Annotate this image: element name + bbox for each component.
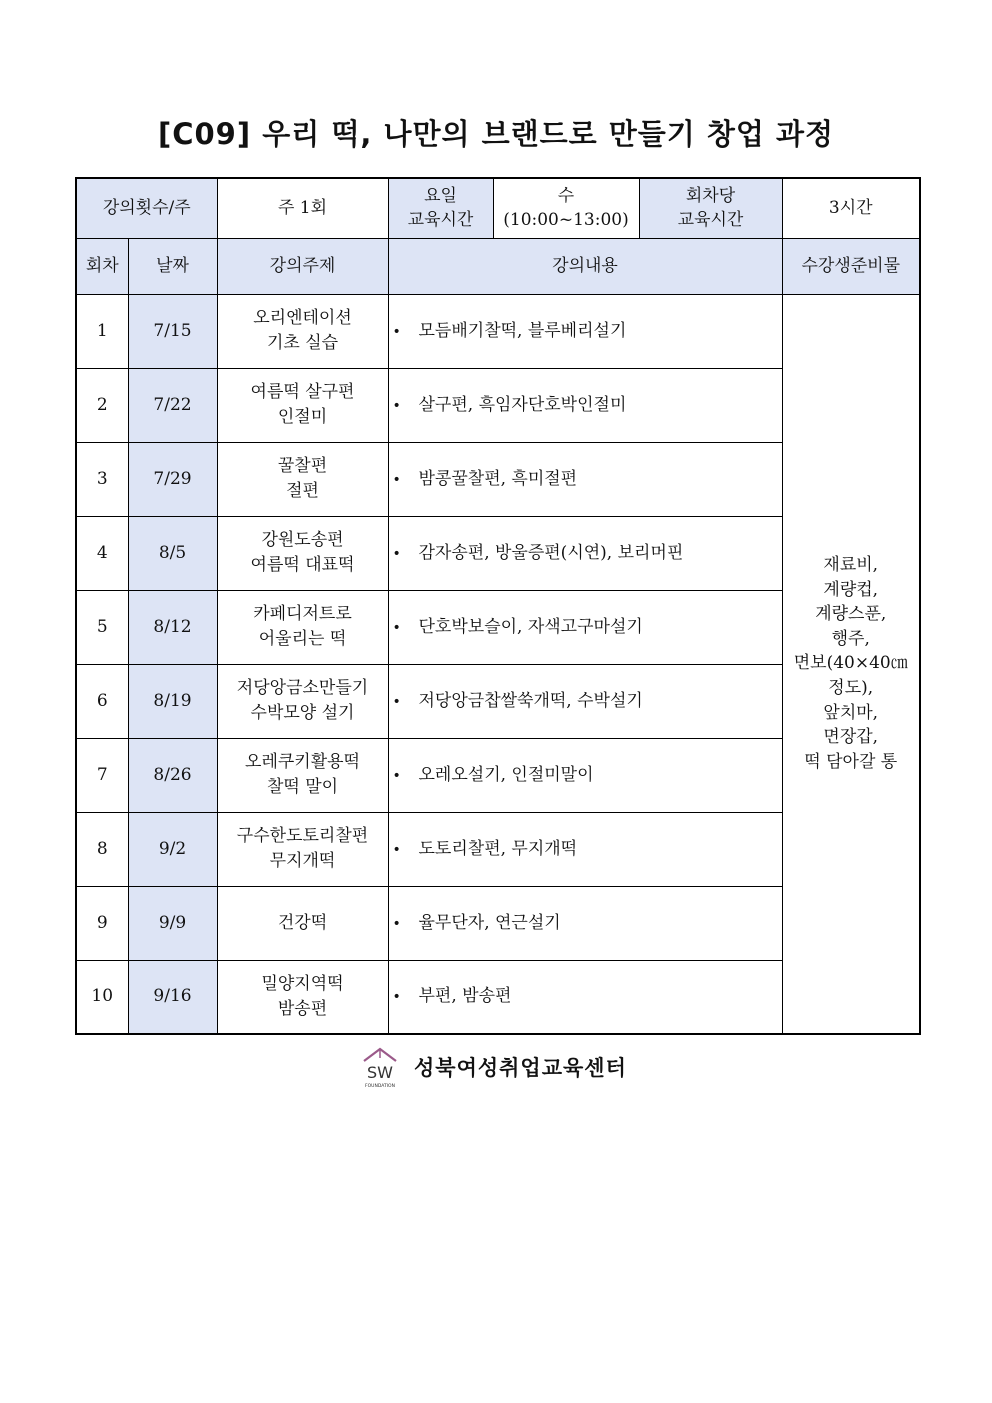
schedule-table <box>75 177 921 1035</box>
session-content: • 살구편, 흑임자단호박인절미 <box>388 368 782 442</box>
sessions-value: 주 1회 <box>217 178 388 238</box>
bullet-icon: • <box>392 767 401 784</box>
header-row <box>76 238 920 294</box>
session-date: 7/15 <box>128 294 217 368</box>
material-item: 계량스푼, <box>815 604 887 625</box>
session-date: 7/29 <box>128 442 217 516</box>
footer <box>358 1045 627 1089</box>
session-number: 7 <box>76 738 128 812</box>
material-item: 재료비, <box>823 554 879 575</box>
session-topic: 여름떡 살구편 인절미 <box>217 368 388 442</box>
session-date: 7/22 <box>128 368 217 442</box>
session-number: 1 <box>76 294 128 368</box>
session-content: • 율무단자, 연근설기 <box>388 886 782 960</box>
session-content: • 부편, 밤송편 <box>388 960 782 1034</box>
session-content: • 밤콩꿀찰편, 흑미절편 <box>388 442 782 516</box>
session-date: 9/2 <box>128 812 217 886</box>
bullet-icon: • <box>392 471 401 488</box>
session-topic: 오리엔테이션 기초 실습 <box>217 294 388 368</box>
session-content: • 단호박보슬이, 자색고구마설기 <box>388 590 782 664</box>
session-date: 8/19 <box>128 664 217 738</box>
session-content: • 오레오설기, 인절미말이 <box>388 738 782 812</box>
session-content: • 모듬배기찰떡, 블루베리설기 <box>388 294 782 368</box>
bullet-icon: • <box>392 545 401 562</box>
session-number: 5 <box>76 590 128 664</box>
header-topic: 강의주제 <box>217 238 388 294</box>
session-topic: 건강떡 <box>217 886 388 960</box>
session-number: 3 <box>76 442 128 516</box>
session-number: 9 <box>76 886 128 960</box>
session-topic: 오레쿠키활용떡 찰떡 말이 <box>217 738 388 812</box>
per-session-value: 3시간 <box>782 178 920 238</box>
session-topic: 구수한도토리찰편 무지개떡 <box>217 812 388 886</box>
sw-foundation-logo-icon <box>358 1045 402 1089</box>
day-value: 수 (10:00~13:00) <box>493 178 639 238</box>
header-content: 강의내용 <box>388 238 782 294</box>
material-item: 앞치마, <box>823 702 879 723</box>
header-num: 회차 <box>76 238 128 294</box>
day-label: 요일 교육시간 <box>388 178 493 238</box>
bullet-icon: • <box>392 693 401 710</box>
session-topic: 밀양지역떡 밤송편 <box>217 960 388 1034</box>
table-row <box>76 294 920 368</box>
session-content: • 도토리찰편, 무지개떡 <box>388 812 782 886</box>
session-number: 2 <box>76 368 128 442</box>
svg-text:SW: SW <box>367 1063 393 1082</box>
session-number: 6 <box>76 664 128 738</box>
session-date: 9/9 <box>128 886 217 960</box>
session-number: 4 <box>76 516 128 590</box>
bullet-icon: • <box>392 841 401 858</box>
per-session-label: 회차당 교육시간 <box>639 178 782 238</box>
materials-list <box>782 294 920 1034</box>
session-number: 8 <box>76 812 128 886</box>
header-date: 날짜 <box>128 238 217 294</box>
material-item: 떡 담아갈 통 <box>804 751 898 772</box>
session-topic: 강원도송편 여름떡 대표떡 <box>217 516 388 590</box>
bullet-icon: • <box>392 989 401 1006</box>
bullet-icon: • <box>392 619 401 636</box>
session-topic: 카페디저트로 어울리는 떡 <box>217 590 388 664</box>
session-topic: 저당앙금소만들기 수박모양 설기 <box>217 664 388 738</box>
material-item: 행주, <box>831 628 870 649</box>
info-row <box>76 178 920 238</box>
bullet-icon: • <box>392 323 401 340</box>
org-name: 성북여성취업교육센터 <box>414 1056 627 1080</box>
header-materials: 수강생준비물 <box>782 238 920 294</box>
bullet-icon: • <box>392 397 401 414</box>
session-date: 8/12 <box>128 590 217 664</box>
session-date: 9/16 <box>128 960 217 1034</box>
material-item: 면장갑, <box>823 727 879 748</box>
session-date: 8/5 <box>128 516 217 590</box>
session-date: 8/26 <box>128 738 217 812</box>
bullet-icon: • <box>392 915 401 932</box>
material-item: 면보(40×40㎝정도), <box>793 653 908 699</box>
sessions-label: 강의횟수/주 <box>76 178 217 238</box>
svg-text:FOUNDATION: FOUNDATION <box>365 1084 395 1089</box>
session-content: • 감자송편, 방울증편(시연), 보리머핀 <box>388 516 782 590</box>
session-topic: 꿀찰편 절편 <box>217 442 388 516</box>
session-number: 10 <box>76 960 128 1034</box>
session-content: • 저당앙금찹쌀쑥개떡, 수박설기 <box>388 664 782 738</box>
page-title: [C09] 우리 떡, 나만의 브랜드로 만들기 창업 과정 <box>157 117 835 151</box>
material-item: 계량컵, <box>823 579 879 600</box>
